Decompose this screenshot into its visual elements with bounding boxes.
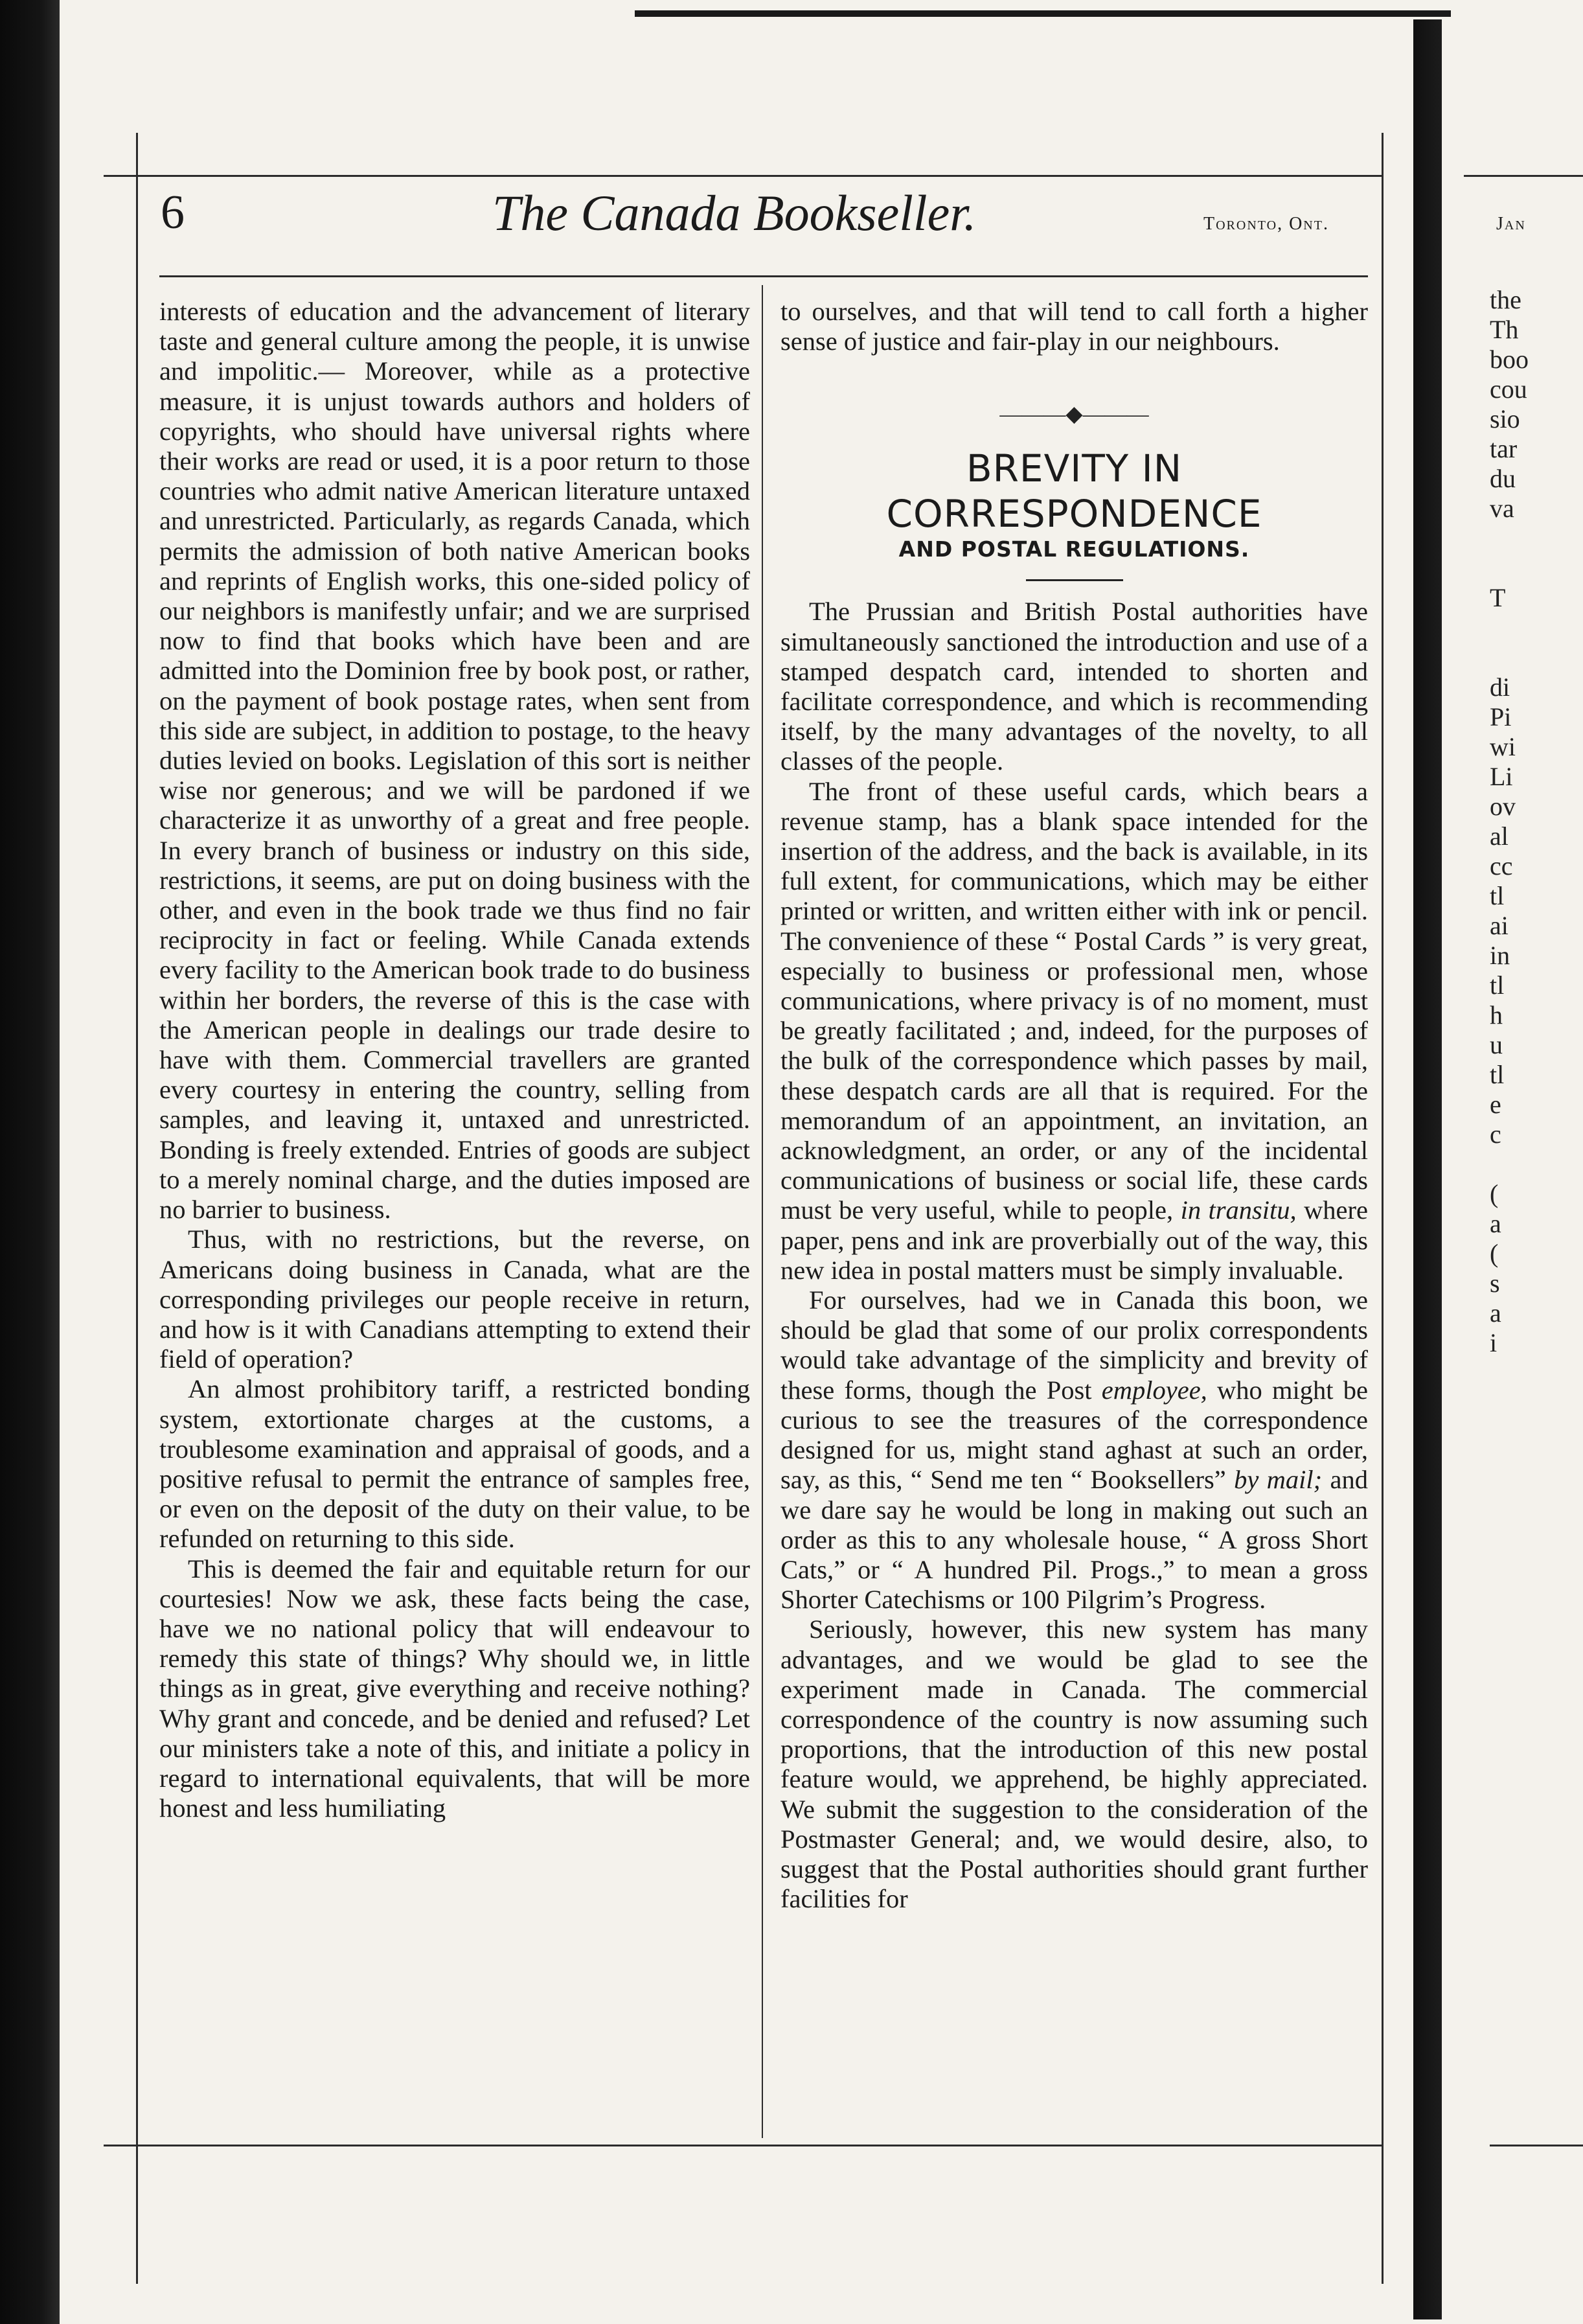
masthead-location: Toronto, Ont. — [1203, 214, 1329, 234]
page-number: 6 — [161, 186, 185, 239]
left-paragraph-3: An almost prohibitory tariff, a restricted bonding system, extortionate charges at the customs, a troublesome examination and appraisal of goods, and a positive refusal to permit the entrance of samples free, or even on the deposit of the duty on their value, to be refunded on returning to this side. — [159, 1374, 750, 1554]
article-paragraph-1: The Prussian and British Postal authorities have simultaneously sanctioned the introduction and use of a stamped despatch card, intended to shorten and facilitate correspondence, and which is recommending itself, by the many advantages of the novelty, to all classes of the people. — [780, 597, 1368, 776]
article-heading-block — [780, 402, 1368, 581]
article-paragraph-3 — [780, 1285, 1368, 1615]
right-intro-paragraph: to ourselves, and that will tend to call forth a higher sense of justice and fair-play in our neighbours. — [780, 297, 1368, 356]
p3-text-c: and we dare say he would be long in making out such an order as this to any wholesale house, “ A gross Short Cats,” or “ A hundred Pil. Progs.,” to mean a gross Shorter Catechisms or 100 Pilgrim’s Progress. — [780, 1465, 1369, 1615]
left-paragraph-1: interests of education and the advancement of literary taste and general culture among the people, it is unwise and impolitic.— Moreover, while as a protective measure, it is unjust towards authors and holders of copyrights, who should have universal rights where their works are read or used, it is a poor return to those countries who admit native American literature untaxed and unrestricted. Particularly, as regards Canada, which permits the admission of both native American books and reprints of English works, this one-sided policy of our neighbors is manifestly unfair; and we are surprised now to find that books which have been and are admitted into the Dominion free by book post, or rather, on the payment of book postage rates, when sent from this side are subject, in addition to postage, to the heavy duties levied on books. Legislation of this sort is neither wise nor generous; and we will be pardoned if we characterize it as unworthy of a great and free people. In every branch of business or industry on this side, restrictions, it seems, are put on doing business with the other, and even in the book trade we thus find no fair reciprocity in fact or feeling. While Canada extends every facility to the American book trade to do business within her borders, the reverse of this is the case with the American people in dealings our trade desire to have with them. Commercial travellers are granted every courtesy in entering the country, selling from samples, and leaving it, untaxed and unrestricted. Bonding is freely extended. Entries of goods are subject to a merely nominal charge, and the duties imposed are no barrier to business. — [159, 297, 750, 1225]
article-title: BREVITY IN CORRESPONDENCE — [886, 446, 1262, 536]
article-paragraph-2 — [780, 777, 1368, 1285]
book-spine-shadow-left — [0, 0, 60, 2324]
left-frame-rule — [136, 133, 138, 2284]
right-column — [780, 297, 1368, 1914]
header-top-rule — [104, 175, 1383, 177]
left-column — [159, 297, 750, 1823]
p3-italic-1: employee, — [1101, 1375, 1207, 1405]
left-paragraph-4: This is deemed the fair and equitable return for our courtesies! Now we ask, these facts being the case, have we no national policy that will endeavour to remedy this state of things? Why should we, in little things as in great, give everything and receive nothing? Why grant and concede, and be denied and refused? Let our ministers take a note of this, and initiate a policy in regard to international equivalents, that will be more honest and less humiliating — [159, 1554, 750, 1823]
column-divider — [762, 285, 763, 2138]
top-edge-smudge — [635, 10, 1451, 17]
p3-text-a: For ourselves, had we in Canada this boon, we should be glad that some of our prolix correspondents would take advantage of the simplicity and brevity of these forms, though the Post — [780, 1285, 1368, 1405]
article-paragraph-4: Seriously, however, this new system has many advantages, and we would be glad to see the experiment made in Canada. The commercial correspondence of the country is now assuming such proportions, that the introduction of this new postal feature would, we apprehend, be highly appreciated. We submit the suggestion to the consideration of the Postmaster General; and, we would desire, also, to suggest that the Postal authorities should grant further facilities for — [780, 1615, 1368, 1914]
next-page-top-rule — [1464, 175, 1583, 177]
footer-rule — [104, 2145, 1383, 2146]
next-page-running-head: Jan — [1496, 214, 1526, 234]
heading-short-rule — [1026, 579, 1123, 581]
p3-text-b: who might be curious to see the treasures of the correspondence designed for us, might stand aghast at such an order, say, as this, “ Send me ten “ Booksellers” — [780, 1375, 1368, 1495]
right-frame-rule — [1382, 133, 1384, 2284]
header-bottom-rule — [159, 275, 1368, 277]
p2-text: The front of these useful cards, which bears a revenue stamp, has a blank space intended for the insertion of the address, and the back is available, in its full extent, for communications, which may be either printed or written, and written either with ink or pencil. The convenience of these “ Postal Cards ” is very great, especially to business or professional men, whose communications, where privacy is of no moment, must be greatly facilitated ; and, indeed, for the purposes of the bulk of the correspondence which passes by mail, these despatch cards are all that is required. For the memorandum of an appointment, an invitation, an acknowledgment, an order, or any of the incidental communications of business or social life, these cards must be very useful, while to people, — [780, 776, 1368, 1225]
p2-end: where paper, pens and ink are proverbially out of the way, this new idea in postal matters must be simply invaluable. — [780, 1195, 1368, 1285]
masthead-title: The Canada Bookseller. — [492, 185, 977, 241]
left-paragraph-2: Thus, with no restrictions, but the reverse, on Americans doing business in Canada, what are the corresponding privileges our people receive in return, and how is it with Canadians attempting to extend their field of operation? — [159, 1225, 750, 1374]
next-page-fragments: the Th boo cou sio tar du va T di Pi wi Li ov al cc tl ai in tl h u tl e c ( a ( s a i — [1490, 285, 1529, 1357]
p2-italic: in transitu, — [1180, 1195, 1297, 1225]
article-subtitle: AND POSTAL REGULATIONS. — [898, 536, 1250, 562]
p3-italic-2: by mail; — [1234, 1465, 1323, 1495]
section-ornament: ———◆——— — [999, 402, 1149, 427]
next-page-footer-rule — [1490, 2145, 1583, 2146]
book-spine-shadow-right — [1413, 19, 1442, 2319]
